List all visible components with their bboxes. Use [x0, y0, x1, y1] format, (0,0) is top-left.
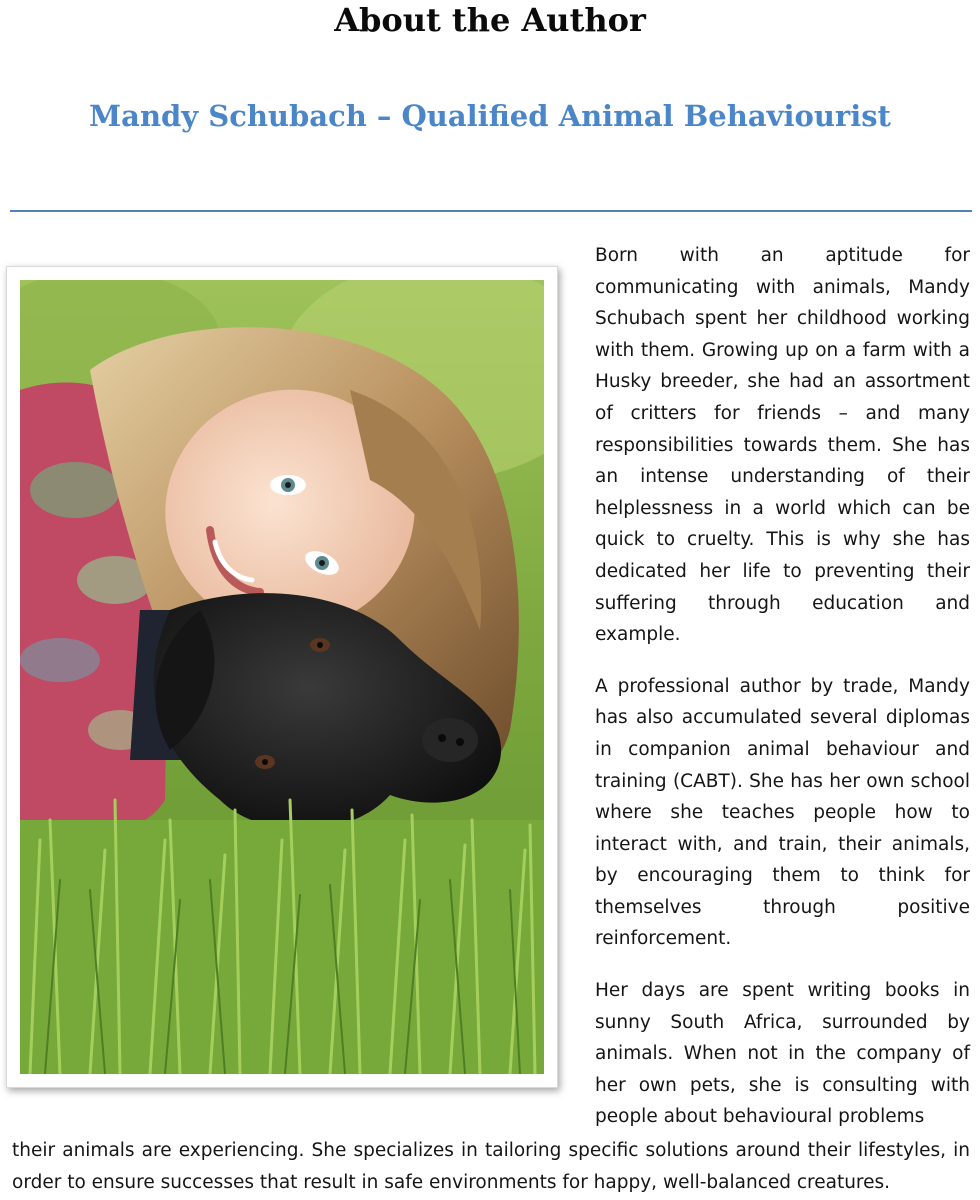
- bio-paragraph-2: A professional author by trade, Mandy has also accumulated several diplomas in companion animal behaviour and training (CABT). She has her own school where she teaches people how to interact with, and train, their animals, by encouraging them to think for themselves through positive reinforcement.: [595, 675, 970, 950]
- page-subtitle: Mandy Schubach – Qualified Animal Behaviourist: [89, 99, 891, 133]
- page-title: About the Author: [334, 1, 646, 39]
- bio-text-column: [595, 240, 970, 1153]
- bio-paragraph-3: Her days are spent writing books in sunny South Africa, surrounded by animals. When not in the company of her own pets, she is consulting with people about behavioural problems: [595, 980, 970, 1128]
- bio-paragraph-1: Born with an aptitude for communicating with animals, Mandy Schubach spent her childhood working with them. Growing up on a farm with a Husky breeder, she had an assortment of critters for friends – and many responsibilities towards them. She has an intense understanding of their helplessness in a world which can be quick to cruelty. This is why she has dedicated her life to preventing their suffering through education and example.: [595, 245, 970, 646]
- horizontal-rule: [10, 210, 972, 212]
- author-photo: [20, 280, 544, 1074]
- author-photo-frame: [6, 266, 558, 1088]
- author-with-dog-photo-illustration: [20, 280, 544, 1074]
- bio-paragraph-3-continuation: their animals are experiencing. She specializes in tailoring specific solutions around their lifestyles, in order to ensure successes that result in safe environments for happy, well-balanced creatures.: [12, 1140, 970, 1193]
